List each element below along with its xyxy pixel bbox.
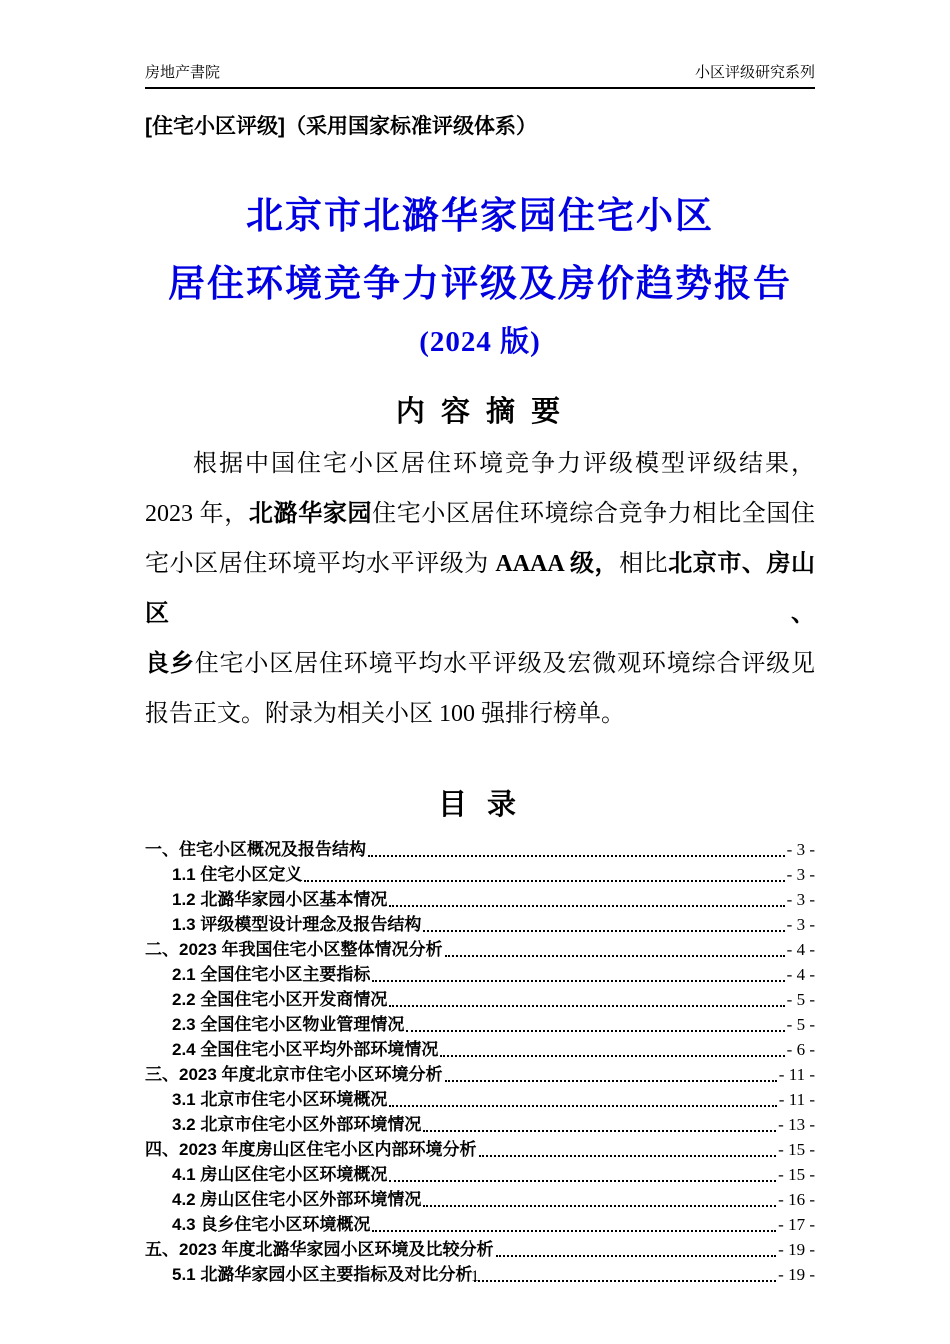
- toc-dotted-leader: [389, 1180, 776, 1182]
- toc-entry: [145, 837, 815, 862]
- toc-entry: [145, 937, 815, 962]
- abstract-line: [145, 489, 815, 539]
- toc-dotted-leader: [479, 1155, 777, 1157]
- toc-entry-page-number: - 15 -: [778, 1140, 815, 1159]
- toc-dotted-leader: [389, 1005, 784, 1007]
- toc-entry-page-number: - 5 -: [786, 1015, 815, 1034]
- toc-dotted-leader: [423, 930, 784, 932]
- abstract-line: [145, 539, 815, 639]
- toc-entry-label: 4.3 良乡住宅小区环境概况: [172, 1215, 371, 1234]
- toc-entry-label: 2.4 全国住宅小区平均外部环境情况: [172, 1040, 439, 1059]
- toc-dotted-leader: [423, 1205, 776, 1207]
- toc-entry: [145, 1012, 815, 1037]
- toc-entry-label: 2.3 全国住宅小区物业管理情况: [172, 1015, 405, 1034]
- abstract-line: [145, 639, 815, 689]
- abstract-text-segment: 住宅小区居住环境平均水平评级及宏微观环境综合评级见: [194, 651, 816, 677]
- toc-entry: [145, 1112, 815, 1137]
- toc-entry-label: 五、2023 年度北潞华家园小区环境及比较分析: [145, 1240, 494, 1259]
- abstract-bold-segment: AAAA 级，: [495, 551, 620, 577]
- report-title-edition: (2024 版): [419, 326, 541, 358]
- toc-entry: [145, 1162, 815, 1187]
- abstract-text-segment: 根据中国住宅小区居住环境竞争力评级模型评级结果，: [193, 451, 815, 477]
- toc-entry-page-number: - 13 -: [778, 1115, 815, 1134]
- toc-entry: [145, 887, 815, 912]
- toc-entry-label: 1.2 北潞华家园小区基本情况: [172, 890, 388, 909]
- toc-entry-page-number: - 19 -: [778, 1265, 815, 1284]
- toc-dotted-leader: [389, 1105, 776, 1107]
- toc-entry: [145, 1137, 815, 1162]
- toc-entry-page-number: - 3 -: [786, 890, 815, 909]
- toc-heading: 目 录: [437, 789, 523, 821]
- abstract-text-segment: 报告正文。附录为相关小区 100 强排行榜单。: [145, 701, 625, 727]
- toc-entry-label: 一、住宅小区概况及报告结构: [145, 840, 366, 859]
- toc-entry-label: 4.2 房山区住宅小区外部环境情况: [172, 1190, 422, 1209]
- abstract-text-segment: 2023 年，: [145, 501, 249, 527]
- toc-entry: [145, 1037, 815, 1062]
- toc-entry-page-number: - 3 -: [786, 915, 815, 934]
- toc-dotted-leader: [445, 1080, 777, 1082]
- toc-dotted-leader: [389, 905, 784, 907]
- toc-entry-label: 二、2023 年我国住宅小区整体情况分析: [145, 940, 443, 959]
- toc-entry: [145, 862, 815, 887]
- toc-dotted-leader: [368, 855, 785, 857]
- toc-entry-page-number: - 17 -: [778, 1215, 815, 1234]
- toc-entry: [145, 1087, 815, 1112]
- toc-entry-page-number: - 4 -: [786, 940, 815, 959]
- toc-entry-page-number: - 6 -: [786, 1040, 815, 1059]
- toc-list: [145, 837, 815, 1287]
- report-title-line-1: 北京市北潞华家园住宅小区: [246, 196, 714, 237]
- report-title: [145, 195, 815, 361]
- toc-entry-page-number: - 3 -: [786, 865, 815, 884]
- toc-entry-label: 3.2 北京市住宅小区外部环境情况: [172, 1115, 422, 1134]
- abstract-heading: 内 容 摘 要: [395, 396, 565, 428]
- toc-entry-label: 1.3 评级模型设计理念及报告结构: [172, 915, 422, 934]
- toc-dotted-leader: [372, 1230, 776, 1232]
- toc-entry-page-number: - 19 -: [778, 1240, 815, 1259]
- abstract-line: [145, 439, 815, 489]
- abstract-text-segment: 住宅小区居住环境综合竞争力相比全国住: [372, 501, 816, 527]
- toc-dotted-leader: [445, 955, 785, 957]
- running-header: [145, 60, 815, 89]
- toc-entry-page-number: - 5 -: [786, 990, 815, 1009]
- toc-entry: [145, 912, 815, 937]
- header-rule: [145, 87, 815, 89]
- toc-entry: [145, 1212, 815, 1237]
- toc-entry-label: 4.1 房山区住宅小区环境概况: [172, 1165, 388, 1184]
- toc-entry-label: 四、2023 年度房山区住宅小区内部环境分析: [145, 1140, 477, 1159]
- report-title-line-2: 居住环境竞争力评级及房价趋势报告: [168, 264, 792, 305]
- toc-entry-page-number: - 11 -: [778, 1090, 815, 1109]
- abstract-bold-segment: 北潞华家园: [248, 501, 373, 527]
- abstract-line: [145, 689, 815, 739]
- header-left-text: 房地产書院: [145, 64, 221, 81]
- toc-entry: [145, 1237, 815, 1262]
- toc-entry-label: 三、2023 年度北京市住宅小区环境分析: [145, 1065, 443, 1084]
- toc-entry-label: 5.1 北潞华家园小区主要指标及对比分析: [172, 1265, 473, 1284]
- series-subtitle: [住宅小区评级]（采用国家标准评级体系）: [145, 115, 537, 138]
- toc-dotted-leader: [406, 1030, 784, 1032]
- toc-entry-page-number: - 3 -: [786, 840, 815, 859]
- abstract-bold-segment: 良乡: [145, 651, 195, 677]
- toc-entry: [145, 1187, 815, 1212]
- toc-entry-label: 2.2 全国住宅小区开发商情况: [172, 990, 388, 1009]
- toc-dotted-leader: [372, 980, 784, 982]
- toc-entry: [145, 962, 815, 987]
- toc-entry-label: 2.1 全国住宅小区主要指标: [172, 965, 371, 984]
- toc-entry-page-number: - 4 -: [786, 965, 815, 984]
- abstract-paragraph: [145, 439, 815, 739]
- header-right-text: 小区评级研究系列: [694, 64, 815, 81]
- page-number: 1: [471, 1268, 479, 1285]
- abstract-text-segment: 宅小区居住环境平均水平评级为: [145, 551, 496, 577]
- toc-dotted-leader: [496, 1255, 777, 1257]
- toc-dotted-leader: [440, 1055, 784, 1057]
- toc-entry-label: 1.1 住宅小区定义: [172, 865, 303, 884]
- toc-entry-label: 3.1 北京市住宅小区环境概况: [172, 1090, 388, 1109]
- abstract-bold-segment: 北京市、房山区、: [145, 551, 815, 627]
- toc-entry-page-number: - 15 -: [778, 1165, 815, 1184]
- abstract-text-segment: 相比: [619, 551, 669, 577]
- toc-entry-page-number: - 16 -: [778, 1190, 815, 1209]
- toc-dotted-leader: [304, 880, 784, 882]
- toc-entry: [145, 1062, 815, 1087]
- toc-entry-page-number: - 11 -: [778, 1065, 815, 1084]
- toc-dotted-leader: [423, 1130, 776, 1132]
- toc-entry: [145, 987, 815, 1012]
